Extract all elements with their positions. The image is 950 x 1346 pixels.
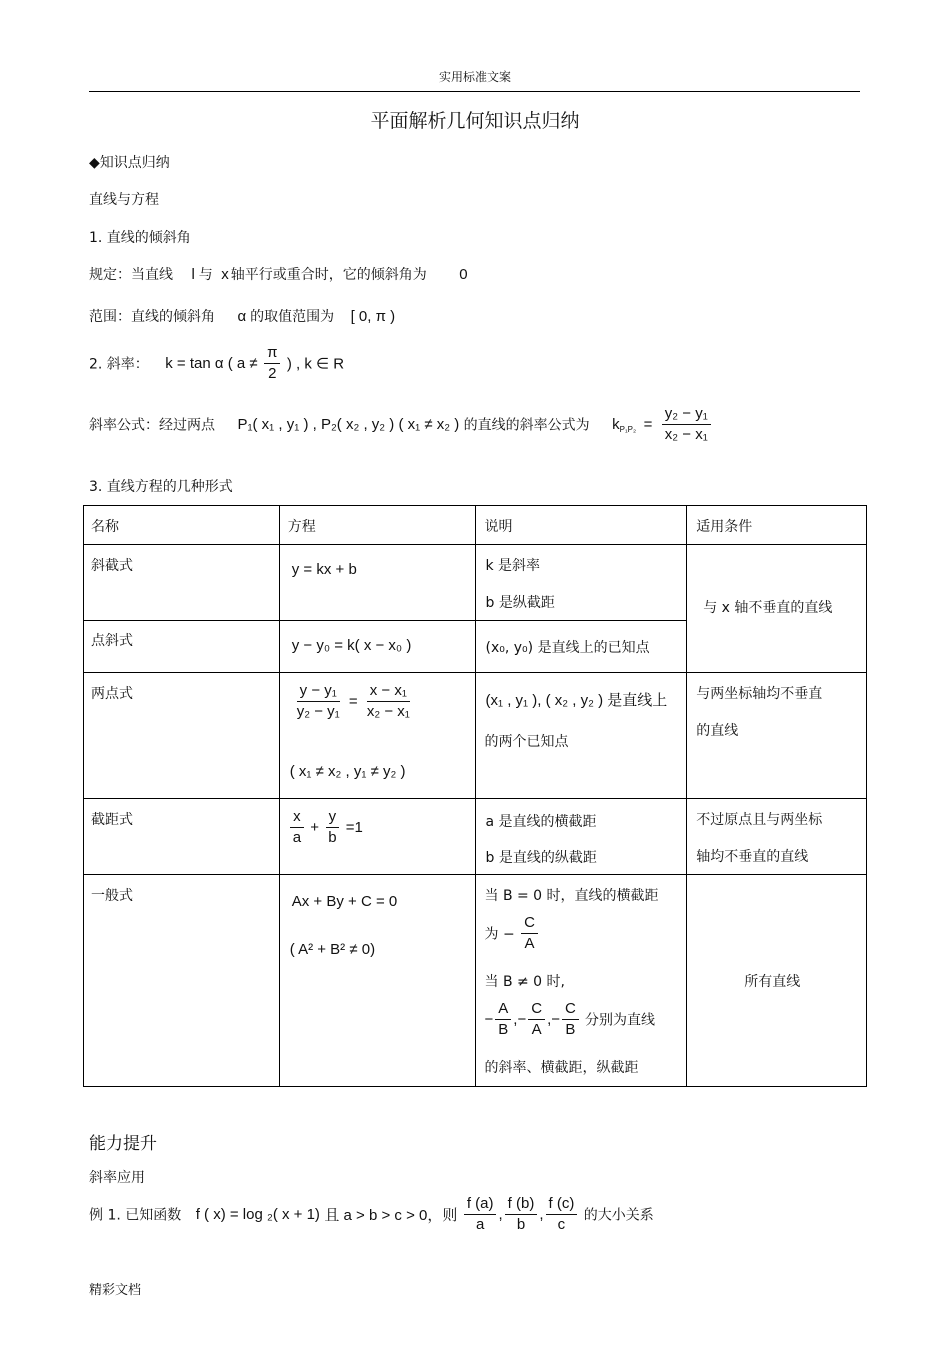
row5-desc3: 当 B ≠ 0 时, xyxy=(484,974,565,990)
row3-frac-x-den: x₂ − x₁ xyxy=(366,703,410,720)
row3-frac-x-num: x − x₁ xyxy=(367,683,410,702)
row5-frac-c-b-den: B xyxy=(565,1021,576,1038)
row1-equation: y = kx + b xyxy=(291,561,357,578)
section-marker: ◆知识点归纳 xyxy=(89,155,170,171)
row3-equation xyxy=(292,683,415,720)
range-mid: 的取值范围为 xyxy=(250,309,335,325)
row3-cond1: 与两坐标轴均不垂直 xyxy=(696,686,823,702)
table-row xyxy=(84,673,867,799)
row5-frac-a-b xyxy=(495,1001,511,1038)
row5-frac-c-a-den: A xyxy=(524,935,535,952)
range-alpha: α xyxy=(237,308,247,325)
item1-range xyxy=(89,306,395,326)
slope-formula xyxy=(89,406,713,443)
row3-cond2: 的直线 xyxy=(696,723,739,739)
example-prefix: 例 1. 已知函数 xyxy=(89,1207,182,1224)
row5-desc5: 的斜率、横截距，纵截距 xyxy=(484,1060,639,1076)
example-1: 例 1. 已知函数 f ( x) = log ₂( x + 1) 且 a > b > c > 0，则 $\frac{f (a)}{a}$ , $\frac{f (b)}{b}$ , $\frac{f (c)}{c}$ 的大小关系 xyxy=(89,1195,654,1233)
frac-fc xyxy=(546,1196,578,1233)
row4-frac-y xyxy=(325,809,339,846)
k-subscript: P₁P₂ xyxy=(619,424,637,434)
ability-subheading: 斜率应用 xyxy=(89,1170,145,1186)
row3-name: 两点式 xyxy=(91,686,133,702)
rule-line-l: l xyxy=(191,266,195,283)
row5-frac-c-a xyxy=(521,915,538,952)
row4-desc2: b 是直线的纵截距 xyxy=(485,850,597,866)
row3-constraint: ( x₁ ≠ x₂ , y₁ ≠ y₂ ) xyxy=(289,763,406,780)
pi-over-two xyxy=(264,345,280,382)
item1-rule xyxy=(89,264,468,284)
row4-equation xyxy=(288,809,363,846)
range-prefix: 范围：直线的倾斜角 xyxy=(89,309,215,325)
row4-rhs: =1 xyxy=(345,819,363,836)
row1-desc2: b 是纵截距 xyxy=(485,595,555,611)
slope-expr: k = tan α ( a ≠ xyxy=(165,355,258,372)
range-interval: [ 0, π ) xyxy=(350,308,396,325)
header-equation: 方程 xyxy=(287,519,316,535)
row5-desc4: 分别为直线 xyxy=(585,1012,656,1029)
row5-desc2-prefix: 为 − xyxy=(484,926,515,943)
row4-frac-y-den: b xyxy=(328,829,337,846)
pi-num: π xyxy=(264,345,280,364)
row2-name: 点斜式 xyxy=(91,633,133,649)
row3-desc1: (x₁ , y₁ ), ( x₂ , y₂ ) 是直线上 xyxy=(485,692,668,709)
topic-heading: 直线与方程 xyxy=(89,192,159,208)
slope-den: x₂ − x₁ xyxy=(664,426,708,443)
rule-rest: 轴平行或重合时，它的倾斜角为 xyxy=(230,267,427,283)
item2-heading: 2. 斜率： xyxy=(89,356,149,373)
header-divider xyxy=(89,91,860,92)
example-tail: 的大小关系 xyxy=(583,1207,654,1224)
row4-frac-x xyxy=(290,809,304,846)
row3-frac-y xyxy=(294,683,343,720)
row5-frac-c-a-num: C xyxy=(521,915,538,934)
header-name: 名称 xyxy=(91,519,119,535)
page-title: 平面解析几何知识点归纳 xyxy=(370,110,580,132)
table-row xyxy=(84,875,867,1087)
page-footer: 精彩文档 xyxy=(89,1283,142,1298)
header-description: 说明 xyxy=(484,519,513,535)
row1-desc1: k 是斜率 xyxy=(485,558,541,574)
header-condition: 适用条件 xyxy=(696,519,753,535)
row5-frac-a-b-num: A xyxy=(495,1001,511,1020)
row3-eqsign: = xyxy=(348,693,358,710)
row3-frac-y-num: y − y₁ xyxy=(297,683,340,702)
row5-desc1: 当 B = 0 时，直线的横截距 xyxy=(484,888,659,904)
frac-fa-den: a xyxy=(475,1216,485,1233)
rule-x: x xyxy=(221,266,229,283)
row1-condition: 与 x 轴不垂直的直线 xyxy=(703,600,833,616)
row2-desc: (x₀, y₀) 是直线上的已知点 xyxy=(485,640,650,656)
rule-prefix: 规定：当直线 xyxy=(89,267,173,283)
item1-heading: 1. 直线的倾斜角 xyxy=(89,230,191,246)
k-letter: k xyxy=(612,415,620,433)
row5-constraint: ( A² + B² ≠ 0) xyxy=(289,941,376,958)
row5-desc2 xyxy=(485,915,540,952)
example-condition: 且 a > b > c > 0，则 xyxy=(324,1207,458,1224)
table-header-row xyxy=(84,506,867,545)
table-row xyxy=(84,799,867,875)
row2-equation: y − y₀ = k( x − x₀ ) xyxy=(291,637,412,654)
row5-frac-c-a2 xyxy=(528,1001,545,1038)
slope-num: y₂ − y₁ xyxy=(662,406,711,425)
row5-frac-c-b-num: C xyxy=(562,1001,579,1020)
row5-name: 一般式 xyxy=(91,888,133,904)
rule-zero: 0 xyxy=(459,266,468,283)
row5-fractions: − $\frac{A}{B}$ ,− $\frac{C}{A}$ ,− $\frac{C}{B}$ 分别为直线 xyxy=(484,1000,656,1038)
row3-frac-y-den: y₂ − y₁ xyxy=(296,703,340,720)
row5-frac-c-b xyxy=(562,1001,579,1038)
item3-heading: 3. 直线方程的几种形式 xyxy=(89,479,233,495)
row3-desc2: 的两个已知点 xyxy=(484,734,569,750)
example-function: f ( x) = log ₂( x + 1) xyxy=(195,1206,320,1223)
two-points: P₁( x₁ , y₁ ) , P₂( x₂ , y₂ ) ( x₁ ≠ x₂ ) xyxy=(237,416,460,433)
frac-fa xyxy=(464,1196,497,1233)
formula-mid: 的直线的斜率公式为 xyxy=(463,417,590,434)
slope-tail: ) , k ∈ R xyxy=(286,355,345,373)
table-row xyxy=(84,545,867,621)
line-forms-table xyxy=(83,505,867,1087)
item2-slope xyxy=(89,345,344,382)
row5-equation: Ax + By + C = 0 xyxy=(291,893,398,910)
formula-prefix: 斜率公式：经过两点 xyxy=(89,417,215,434)
rule-mid: 与 xyxy=(198,267,213,283)
row4-desc1: a 是直线的横截距 xyxy=(485,814,597,830)
frac-fc-den: c xyxy=(557,1216,566,1233)
formula-eq: = xyxy=(643,416,653,433)
frac-fb-den: b xyxy=(516,1216,526,1233)
row4-plus: + xyxy=(310,819,320,836)
page-header: 实用标准文案 xyxy=(438,70,511,84)
two-den: 2 xyxy=(268,365,277,382)
frac-fb xyxy=(505,1196,538,1233)
k-label xyxy=(612,416,636,433)
frac-fb-num: f (b) xyxy=(505,1196,538,1215)
row5-condition: 所有直线 xyxy=(744,974,801,990)
row3-frac-x xyxy=(364,683,413,720)
slope-fraction xyxy=(662,406,711,443)
row4-frac-y-num: y xyxy=(326,809,340,828)
ability-heading: 能力提升 xyxy=(89,1134,157,1154)
row5-frac-c-a2-den: A xyxy=(531,1021,542,1038)
frac-fc-num: f (c) xyxy=(546,1196,578,1215)
row4-cond2: 轴均不垂直的直线 xyxy=(696,849,809,865)
row4-frac-x-num: x xyxy=(290,809,304,828)
row1-name: 斜截式 xyxy=(91,558,133,574)
row4-frac-x-den: a xyxy=(292,829,302,846)
frac-fa-num: f (a) xyxy=(464,1196,497,1215)
row5-frac-c-a2-num: C xyxy=(528,1001,545,1020)
row4-cond1: 不过原点且与两坐标 xyxy=(696,812,823,828)
row4-name: 截距式 xyxy=(91,812,133,828)
row5-frac-a-b-den: B xyxy=(498,1021,509,1038)
